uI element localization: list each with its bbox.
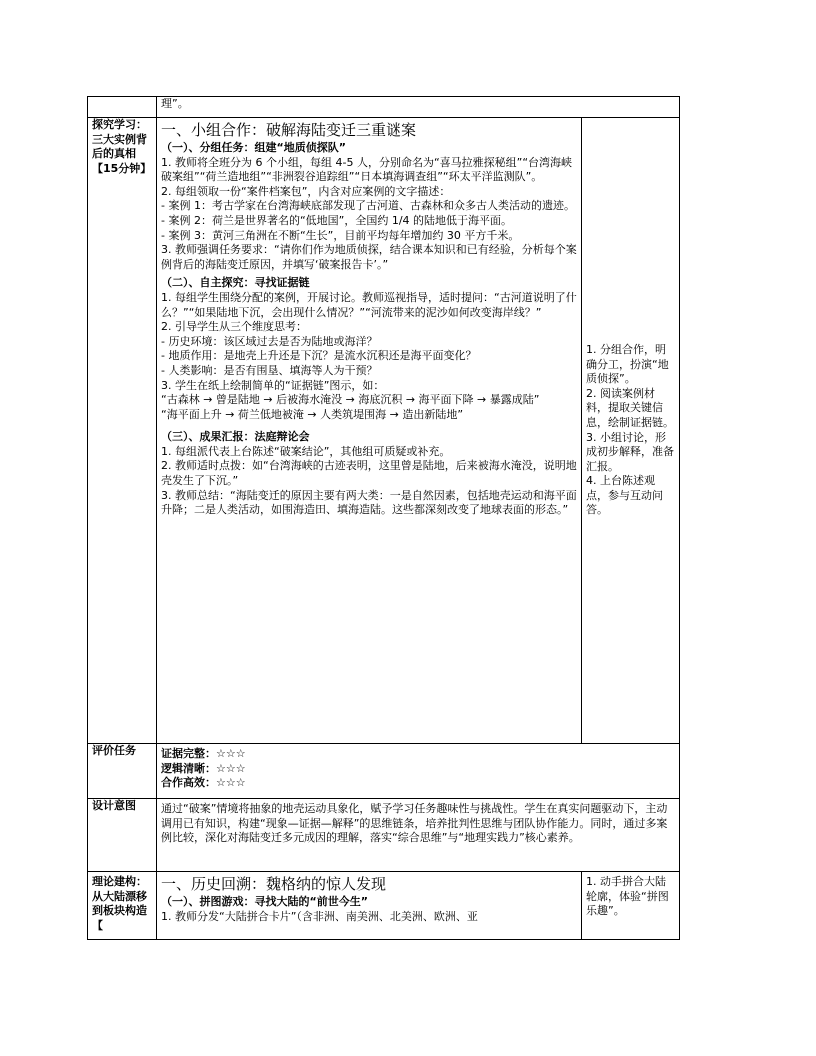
- table-row: [88, 872, 680, 940]
- section-title: 一、历史回溯：魏格纳的惊人发现: [161, 875, 387, 893]
- student-activity-cell: [582, 872, 680, 940]
- activity-item: 3. 小组讨论，形成初步解释，准备汇报。: [586, 430, 674, 473]
- paragraph: 通过“破案”情境将抽象的地壳运动具象化，赋予学习任务趣味性与挑战性。学生在真实问题驱动下，主动调用已有知识，构建“现象—证据—解释”的思维链条，培养批判性思维与团队协作能力。同时，通过多案例比较，深化对海陆变迁多元成因的理解，落实“综合思维”与“地理实践力”核心素养。: [161, 802, 668, 845]
- subsection-title: （三）、成果汇报：法庭辩论会: [161, 430, 310, 444]
- paragraph: 1. 教师分发“大陆拼合卡片”（含非洲、南美洲、北美洲、欧洲、亚: [161, 909, 478, 923]
- section-title: 一、小组合作：破解海陆变迁三重谜案: [161, 121, 417, 139]
- row-label-theory: 理论建构：从大陆漂移到板块构造【: [88, 872, 157, 940]
- row-label-evaluation: 评价任务: [88, 744, 157, 799]
- table-row: [88, 97, 680, 118]
- paragraph: - 案例 3：黄河三角洲在不断“生长”，目前平均每年增加约 30 平方千米。: [161, 228, 520, 242]
- content-cell-theory: [157, 872, 582, 940]
- paragraph: - 人类影响：是否有围垦、填海等人为干预？: [161, 363, 378, 377]
- paragraph: 1. 教师将全班分为 6 个小组，每组 4-5 人，分别命名为“喜马拉雅探秘组”“台湾海峡破案组”“荷兰造地组”“非洲裂谷追踪组”“日本填海调查组”“环太平洋监测队”。: [161, 155, 573, 184]
- content-cell-explore: [157, 118, 582, 744]
- subsection-title: （一）、拼图游戏：寻找大陆的“前世今生”: [161, 895, 368, 908]
- paragraph: 3. 学生在纸上绘制简单的“证据链”图示，如：: [161, 378, 385, 392]
- activity-item: 1. 动手拼合大陆轮廓，体验“拼图乐趣”。: [586, 875, 669, 918]
- activity-item: 1. 分组合作，明确分工，扮演“地质侦探”。: [586, 342, 669, 386]
- lesson-plan-table: [87, 96, 680, 940]
- subsection-title: （一）、分组任务：组建“地质侦探队”: [161, 141, 346, 154]
- paragraph: 3. 教师强调任务要求：“请你们作为地质侦探，结合课本知识和已有经验，分析每个案例背后的海陆变迁原因，并填写‘破案报告卡’。”: [161, 243, 577, 271]
- paragraph: 2. 教师适时点拨：如“台湾海峡的古迹表明，这里曾是陆地，后来被海水淹没，说明地壳发生了下沉。”: [161, 459, 577, 488]
- paragraph: 1. 每组派代表上台陈述“破案结论”，其他组可质疑或补充。: [161, 444, 451, 458]
- table-row: [88, 799, 680, 872]
- empty-cell: [88, 97, 157, 118]
- paragraph: - 地质作用：是地壳上升还是下沉？是流水沉积还是海平面变化？: [161, 349, 477, 363]
- paragraph: “古森林 → 曾是陆地 → 后被海水淹没 → 海底沉积 → 海平面下降 → 暴露成陆”: [161, 393, 540, 407]
- paragraph: “海平面上升 → 荷兰低地被淹 → 人类筑堤围海 → 造出新陆地”: [161, 407, 464, 421]
- evaluation-item: 逻辑清晰：☆☆☆: [161, 761, 246, 775]
- continued-text: [157, 97, 680, 118]
- evaluation-item: 合作高效：☆☆☆: [161, 776, 246, 790]
- row-label-design-intent: 设计意图: [88, 799, 157, 872]
- table-row: [88, 744, 680, 799]
- table-row: [88, 118, 680, 744]
- student-activity-cell: [582, 118, 680, 744]
- continued-text-value: 理”。: [161, 97, 189, 110]
- activity-item: 2. 阅读案例材料，提取关键信息，绘制证据链。: [586, 386, 674, 429]
- paragraph: - 案例 1：考古学家在台湾海峡底部发现了古河道、古森林和众多古人类活动的遗迹。: [161, 199, 575, 213]
- design-intent-cell: [157, 799, 680, 872]
- paragraph: - 历史环境：该区域过去是否为陆地或海洋？: [161, 334, 378, 348]
- activity-item: 4. 上台陈述观点，参与互动问答。: [586, 474, 663, 517]
- paragraph: 1. 每组学生围绕分配的案例，开展讨论。教师巡视指导，适时提问：“古河道说明了什么？”“如果陆地下沉，会出现什么情况？”“河流带来的泥沙如何改变海岸线？”: [161, 290, 577, 319]
- paragraph: 3. 教师总结：“海陆变迁的原因主要有两大类：一是自然因素，包括地壳运动和海平面升降；二是人类活动，如围海造田、填海造陆。这些都深刻改变了地球表面的形态。”: [161, 488, 577, 517]
- row-label-explore: 探究学习：三大实例背后的真相【15分钟】: [88, 118, 157, 744]
- evaluation-cell: [157, 744, 680, 799]
- paragraph: 2. 引导学生从三个维度思考：: [161, 320, 307, 334]
- paragraph: 2. 每组领取一份“案件档案包”，内含对应案例的文字描述：: [161, 184, 451, 198]
- paragraph: - 案例 2：荷兰是世界著名的“低地国”，全国约 1/4 的陆地低于海平面。: [161, 213, 513, 227]
- subsection-title: （二）、自主探究：寻找证据链: [161, 276, 310, 290]
- evaluation-item: 证据完整：☆☆☆: [161, 747, 246, 760]
